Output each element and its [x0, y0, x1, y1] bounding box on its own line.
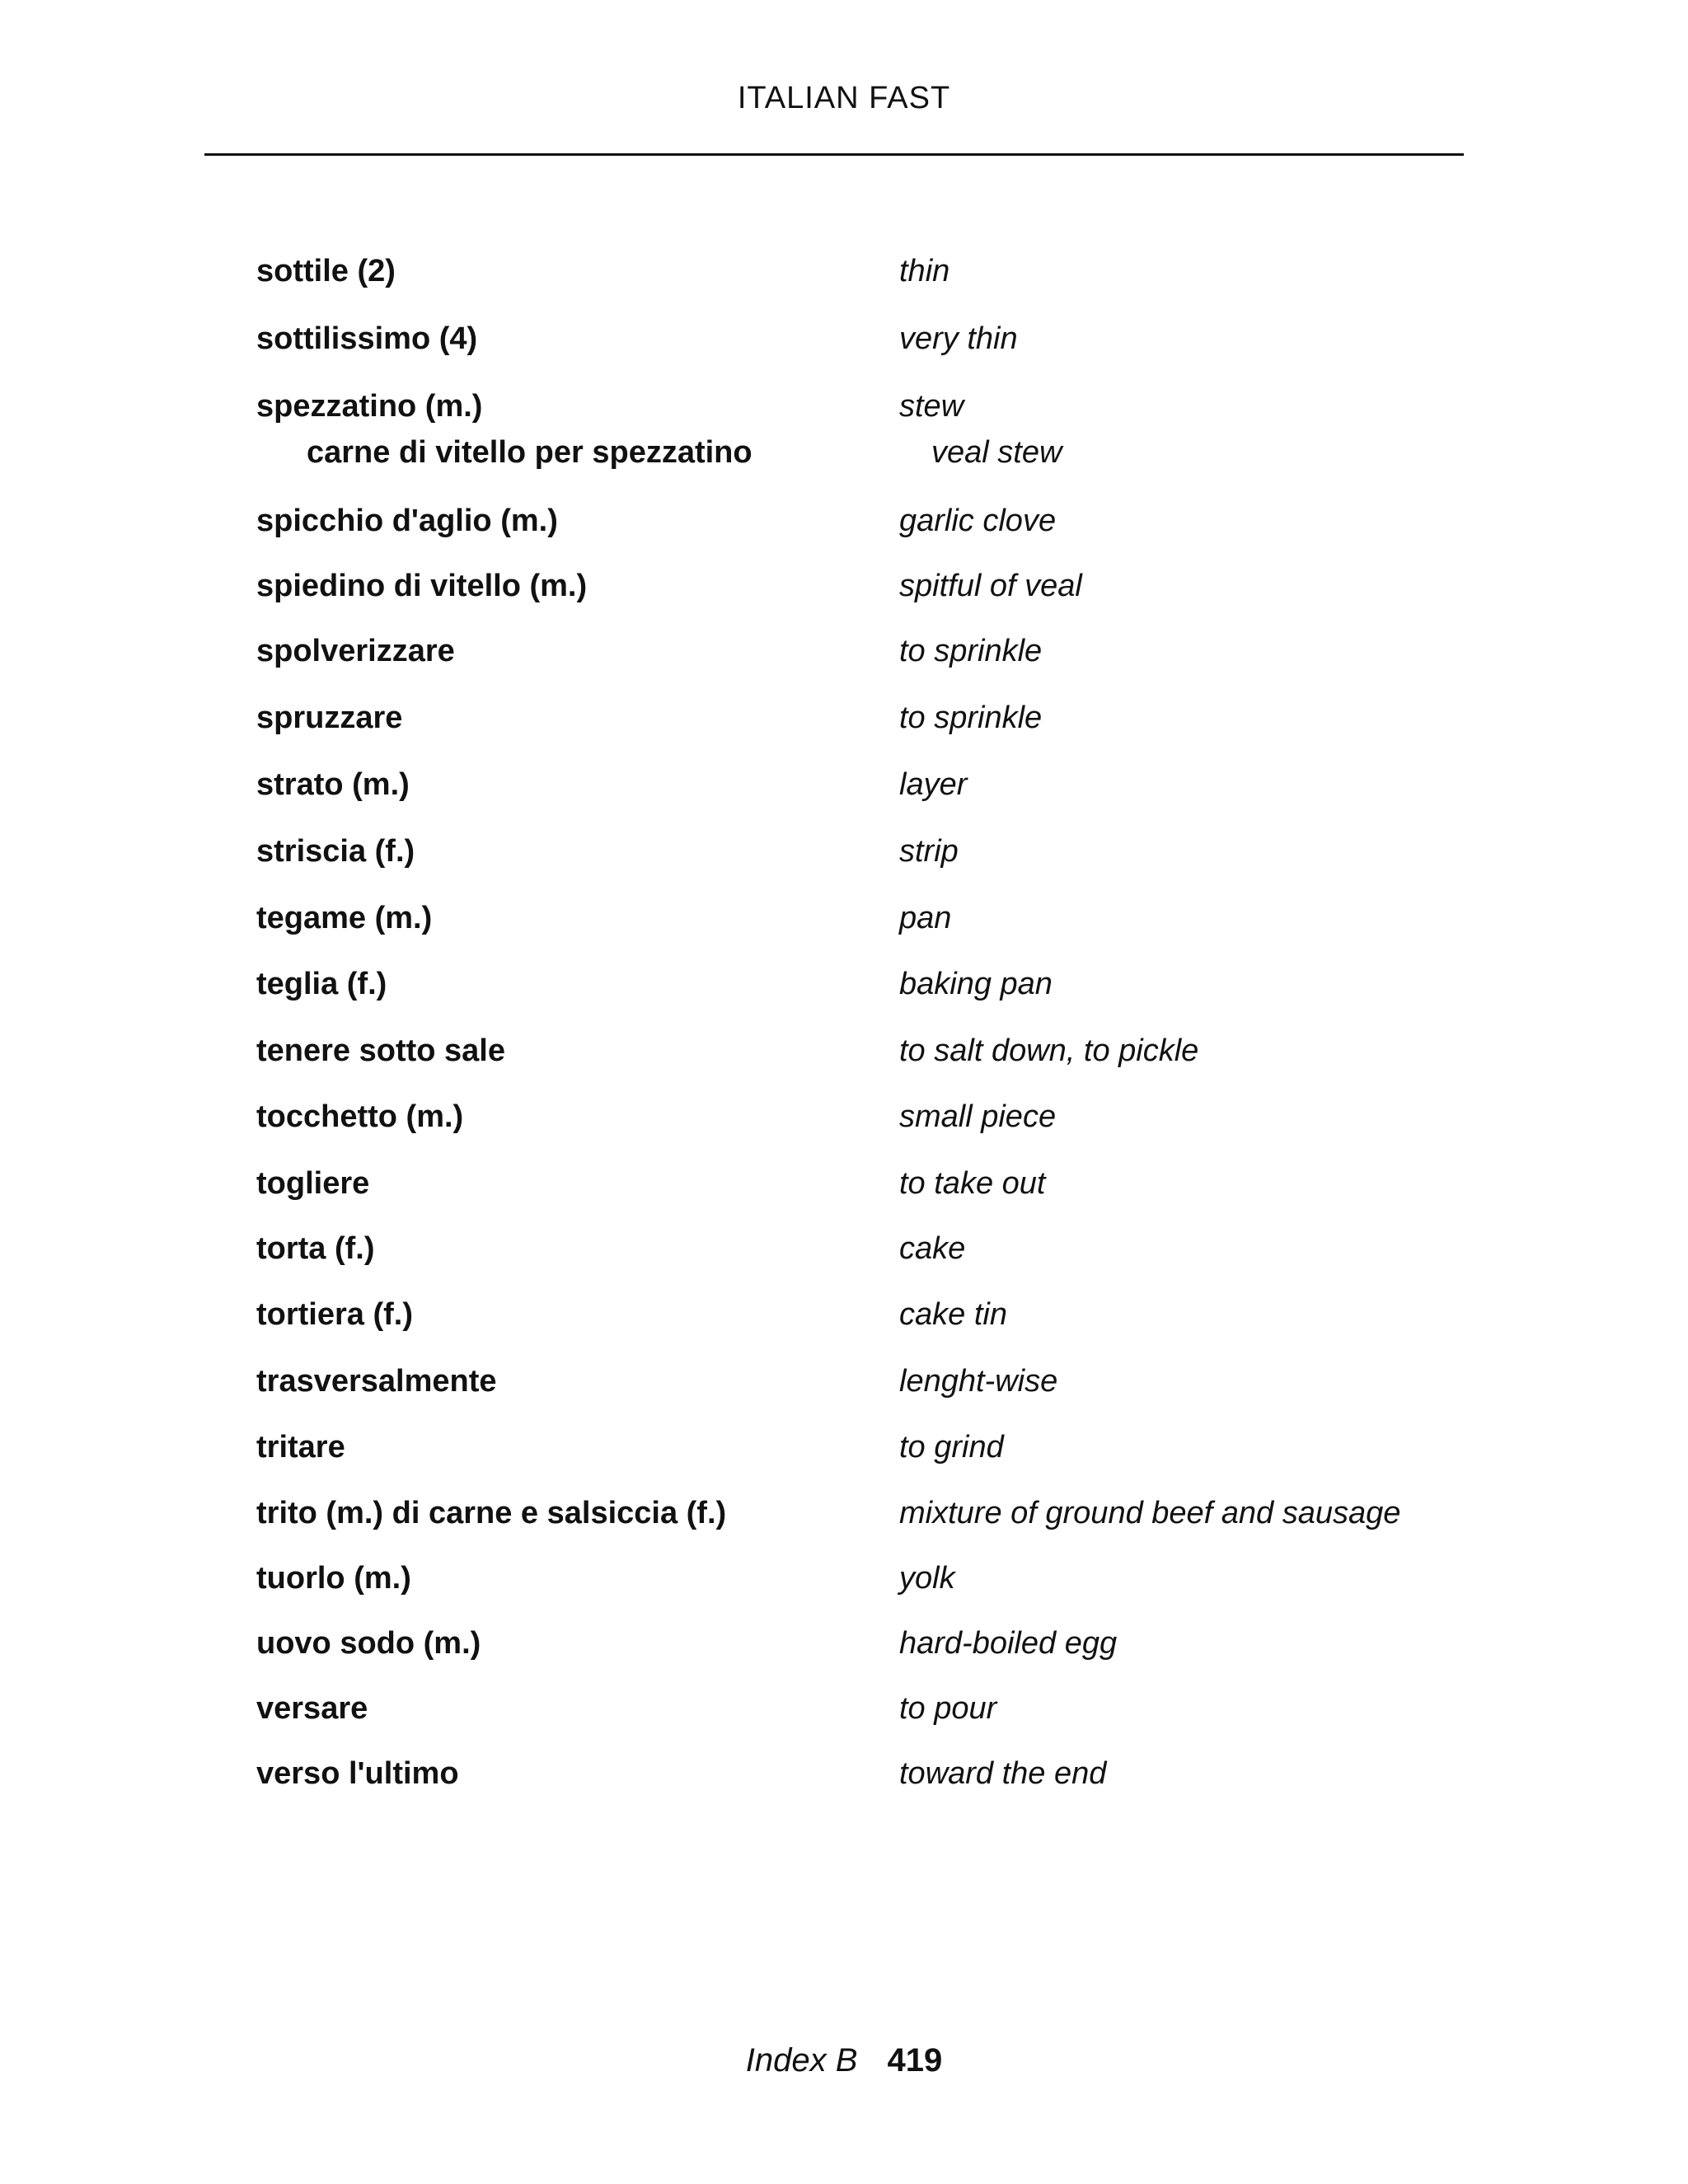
entry-term: sottilissimo (4) [256, 321, 478, 356]
entry-term: tocchetto (m.) [256, 1099, 464, 1134]
entry-term: strato (m.) [256, 767, 410, 802]
page-number: 419 [887, 2042, 943, 2079]
entry-term: togliere [256, 1166, 370, 1201]
entry-meaning: thin [899, 254, 950, 288]
page-footer [0, 2044, 1688, 2077]
entry-meaning: hard-boiled egg [899, 1626, 1118, 1661]
entry-meaning: mixture of ground beef and sausage [899, 1496, 1401, 1530]
entry-meaning: cake tin [899, 1297, 1007, 1332]
entry-term: spicchio d'aglio (m.) [256, 504, 558, 538]
entry-term: tenere sotto sale [256, 1033, 505, 1068]
entry-meaning: to sprinkle [899, 701, 1043, 735]
entry-term: tritare [256, 1430, 345, 1465]
entry-meaning: cake [899, 1231, 966, 1266]
entry-term: sottile (2) [256, 254, 396, 288]
entry-meaning: to grind [899, 1430, 1004, 1465]
entry-term: trasversalmente [256, 1364, 497, 1399]
entry-term: tortiera (f.) [256, 1297, 413, 1332]
index-label: Index B [745, 2042, 858, 2079]
entry-meaning: baking pan [899, 967, 1053, 1001]
entry-term: striscia (f.) [256, 834, 415, 869]
entry-sub-meaning: veal stew [931, 435, 1062, 470]
header-rule [204, 153, 1464, 156]
entry-meaning: very thin [899, 321, 1018, 356]
entry-meaning: to take out [899, 1166, 1046, 1201]
entry-meaning: to salt down, to pickle [899, 1033, 1199, 1068]
running-header: ITALIAN FAST [737, 81, 951, 115]
entry-meaning: yolk [899, 1561, 955, 1596]
entry-term: torta (f.) [256, 1231, 375, 1266]
entry-term: spolverizzare [256, 634, 455, 668]
entry-term: spiedino di vitello (m.) [256, 569, 588, 603]
entry-meaning: pan [899, 901, 952, 935]
entry-meaning: strip [899, 834, 959, 869]
entry-term: teglia (f.) [256, 967, 387, 1001]
entry-term: trito (m.) di carne e salsiccia (f.) [256, 1496, 727, 1530]
entry-meaning: layer [899, 767, 968, 802]
entry-meaning: small piece [899, 1099, 1057, 1134]
entry-term: spruzzare [256, 701, 403, 735]
entry-term: spezzatino (m.) [256, 389, 483, 424]
entry-meaning: to pour [899, 1691, 997, 1726]
entry-meaning: garlic clove [899, 504, 1057, 538]
entry-meaning: to sprinkle [899, 634, 1043, 668]
entry-meaning: stew [899, 389, 964, 424]
entry-term: verso l'ultimo [256, 1756, 459, 1791]
entry-meaning: toward the end [899, 1756, 1107, 1791]
entry-term: versare [256, 1691, 368, 1726]
entry-meaning: lenght-wise [899, 1364, 1058, 1399]
entry-term: uovo sodo (m.) [256, 1626, 481, 1661]
entry-term: tegame (m.) [256, 901, 433, 935]
entry-term: tuorlo (m.) [256, 1561, 411, 1596]
entry-meaning: spitful of veal [899, 569, 1082, 603]
entry-sub-term: carne di vitello per spezzatino [307, 435, 753, 470]
